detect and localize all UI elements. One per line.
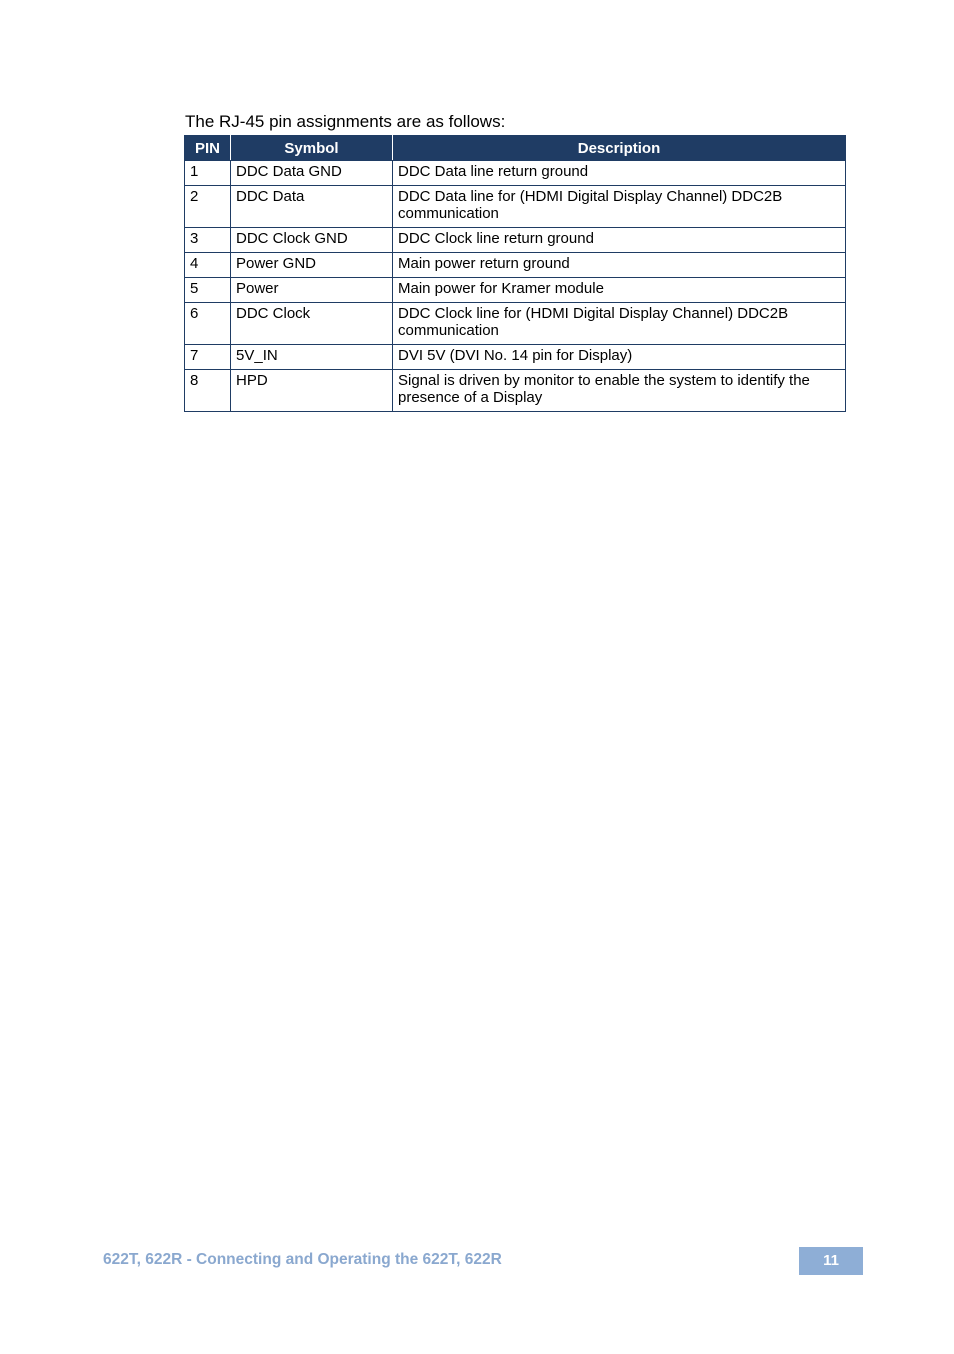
cell-pin: 8 — [185, 370, 231, 412]
cell-description: DDC Clock line for (HDMI Digital Display Channel) DDC2B communication — [393, 303, 846, 345]
pin-assignment-table — [184, 135, 846, 412]
cell-description: Main power return ground — [393, 253, 846, 278]
table-row — [185, 161, 846, 186]
table-row — [185, 278, 846, 303]
page-number: 11 — [799, 1247, 863, 1275]
table-row — [185, 370, 846, 412]
cell-symbol: DDC Data — [231, 186, 393, 228]
header-symbol: Symbol — [231, 136, 393, 161]
cell-symbol: Power — [231, 278, 393, 303]
cell-pin: 6 — [185, 303, 231, 345]
cell-description: Signal is driven by monitor to enable the system to identify the presence of a Display — [393, 370, 846, 412]
cell-pin: 5 — [185, 278, 231, 303]
cell-symbol: DDC Clock GND — [231, 228, 393, 253]
cell-description: DDC Data line for (HDMI Digital Display Channel) DDC2B communication — [393, 186, 846, 228]
cell-symbol: Power GND — [231, 253, 393, 278]
table-header-row — [185, 136, 846, 161]
table-row — [185, 228, 846, 253]
table-row — [185, 253, 846, 278]
cell-pin: 2 — [185, 186, 231, 228]
cell-symbol: HPD — [231, 370, 393, 412]
cell-symbol: 5V_IN — [231, 345, 393, 370]
cell-symbol: DDC Data GND — [231, 161, 393, 186]
footer-title: 622T, 622R - Connecting and Operating the 622T, 622R — [103, 1251, 502, 1268]
cell-description: Main power for Kramer module — [393, 278, 846, 303]
table-row — [185, 303, 846, 345]
table-row — [185, 345, 846, 370]
cell-pin: 4 — [185, 253, 231, 278]
cell-pin: 3 — [185, 228, 231, 253]
header-pin: PIN — [185, 136, 231, 161]
cell-description: DVI 5V (DVI No. 14 pin for Display) — [393, 345, 846, 370]
cell-description: DDC Clock line return ground — [393, 228, 846, 253]
table-row — [185, 186, 846, 228]
cell-description: DDC Data line return ground — [393, 161, 846, 186]
cell-pin: 7 — [185, 345, 231, 370]
header-description: Description — [393, 136, 846, 161]
cell-pin: 1 — [185, 161, 231, 186]
cell-symbol: DDC Clock — [231, 303, 393, 345]
intro-text: The RJ-45 pin assignments are as follows: — [185, 112, 506, 131]
